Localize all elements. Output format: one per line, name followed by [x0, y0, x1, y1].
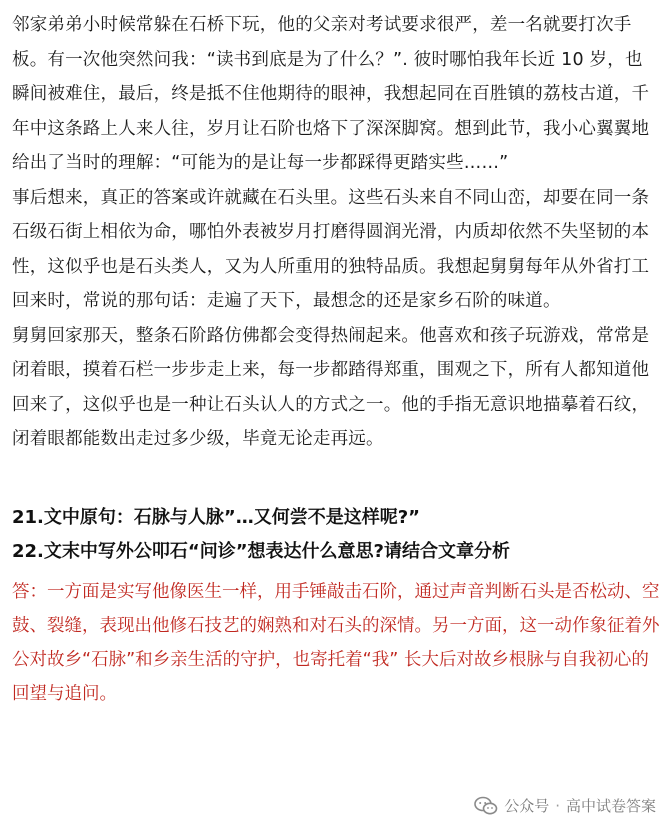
passage-paragraph-1: 邻家弟弟小时候常躲在石桥下玩，他的父亲对考试要求很严，差一名就要打次手板。有一次他突然问我：“读书到底是为了什么？”. 彼时哪怕我年长近 10 岁，也瞬间被难住，最后，终是抵不住他期待的眼神，我想起同在百胜镇的荔枝古道，千年中这条路上人来人往，岁月让石阶也烙下了深深脚窝。想到此节，我小心翼翼地给出了当时的理解：“可能为的是让每一步都踩得更踏实些……” — [12, 15, 650, 173]
watermark-account: 公众号 — [504, 797, 550, 815]
answer-prefix: 答： — [12, 581, 47, 602]
watermark-separator: · — [555, 796, 560, 815]
passage-paragraph-2: 事后想来，真正的答案或许就藏在石头里。这些石头来自不同山峦，却要在同一条石级石街上相依为命，哪怕外表被岁月打磨得圆润光滑，内质却依然不失坚韧的本性，这似乎也是石头类人，又为人所重用的独特品质。我想起舅舅每年从外省打工回来时，常说的那句话：走遍了天下，最想念的还是家乡石阶的味道。 — [12, 187, 650, 311]
watermark — [474, 795, 656, 816]
passage-paragraph-3: 舅舅回家那天，整条石阶路仿佛都会变得热闹起来。他喜欢和孩子玩游戏，常常是闭着眼，摸着石栏一步步走上来，每一步都踏得郑重，围观之下，所有人都知道他回来了，这似乎也是一种让石头认人的方式之一。他的手指无意识地描摹着石纹，闭着眼都能数出走过多少级，毕竟无论走再远。 — [12, 325, 650, 449]
wechat-icon — [474, 796, 498, 816]
question-21: 21.文中原句：石脉与人脉”…又何尝不是这样呢?” — [12, 506, 420, 528]
document-page — [12, 8, 660, 711]
question-22: 22.文末中写外公叩石“问诊”想表达什么意思?请结合文章分析 — [12, 540, 510, 562]
answer-text: 一方面是实写他像医生一样，用手锤敲击石阶，通过声音判断石头是否松动、空鼓、裂缝，表现出他修石技艺的娴熟和对石头的深情。另一方面，这一动作象征着外公对故乡“石脉”和乡亲生活的守护，也寄托着“我” 长大后对故乡根脉与自我初心的回望与追问。 — [12, 581, 660, 704]
watermark-name: 高中试卷答案 — [565, 797, 656, 815]
answer-22 — [12, 575, 660, 711]
section-gap — [12, 457, 660, 501]
